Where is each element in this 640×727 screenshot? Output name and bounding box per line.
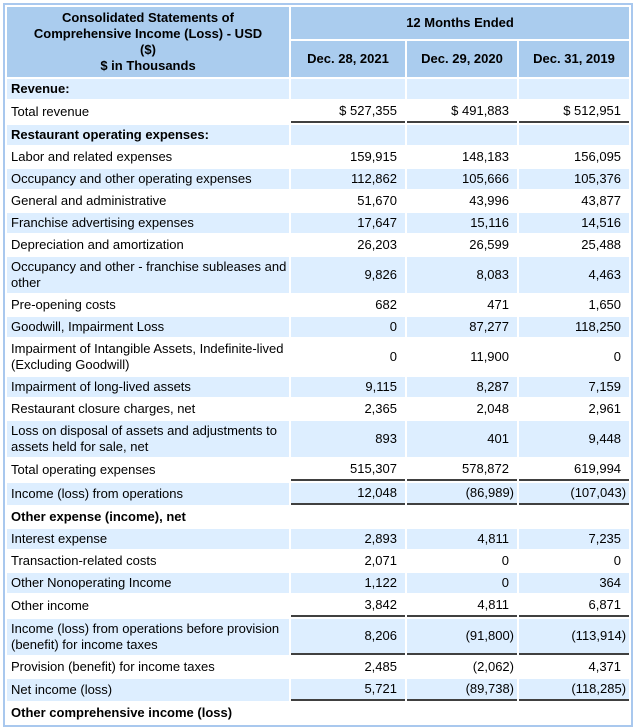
cell-value: (89,738) (407, 679, 517, 701)
cell-value: 4,811 (407, 529, 517, 549)
cell-value: 8,287 (407, 377, 517, 397)
section-row (7, 79, 629, 99)
row-label: Goodwill, Impairment Loss (7, 317, 289, 337)
cell-value: 8,206 (291, 619, 405, 655)
table-row (7, 101, 629, 123)
cell-value: 7,235 (519, 529, 629, 549)
row-label: Restaurant closure charges, net (7, 399, 289, 419)
table-row (7, 169, 629, 189)
cell-value: 43,996 (407, 191, 517, 211)
cell-value (519, 125, 629, 145)
cell-value: 26,203 (291, 235, 405, 255)
row-label: Other comprehensive income (loss) (7, 703, 289, 723)
column-header-2021: Dec. 28, 2021 (291, 41, 405, 77)
table-row (7, 421, 629, 457)
statement-title (7, 7, 289, 77)
cell-value: 2,961 (519, 399, 629, 419)
row-label: Revenue: (7, 79, 289, 99)
cell-value: 0 (407, 573, 517, 593)
cell-value (291, 703, 405, 723)
column-header-2019: Dec. 31, 2019 (519, 41, 629, 77)
cell-value: 15,116 (407, 213, 517, 233)
cell-value: 6,871 (519, 595, 629, 617)
row-label: Restaurant operating expenses: (7, 125, 289, 145)
title-line-3: ($) (140, 42, 156, 57)
cell-value: 0 (519, 551, 629, 571)
cell-value: 0 (407, 551, 517, 571)
cell-value: 2,893 (291, 529, 405, 549)
cell-value: (91,800) (407, 619, 517, 655)
table-row (7, 679, 629, 701)
cell-value (519, 703, 629, 723)
table-header (7, 7, 629, 77)
cell-value: 0 (291, 317, 405, 337)
cell-value: 682 (291, 295, 405, 315)
table-row (7, 339, 629, 375)
table-row (7, 529, 629, 549)
cell-value: 9,115 (291, 377, 405, 397)
cell-value: (107,043) (519, 483, 629, 505)
table-row (7, 619, 629, 655)
cell-value: 17,647 (291, 213, 405, 233)
cell-value: 12,048 (291, 483, 405, 505)
row-label: Provision (benefit) for income taxes (7, 657, 289, 677)
cell-value (519, 507, 629, 527)
table-row (7, 191, 629, 211)
table-row (7, 483, 629, 505)
row-label: Transaction-related costs (7, 551, 289, 571)
row-label: Other expense (income), net (7, 507, 289, 527)
section-row (7, 507, 629, 527)
cell-value: (86,989) (407, 483, 517, 505)
cell-value: 118,250 (519, 317, 629, 337)
row-label: Occupancy and other operating expenses (7, 169, 289, 189)
row-label: Net income (loss) (7, 679, 289, 701)
cell-value: 471 (407, 295, 517, 315)
cell-value: (118,285) (519, 679, 629, 701)
cell-value (407, 125, 517, 145)
cell-value (291, 125, 405, 145)
table-row (7, 295, 629, 315)
cell-value: 2,485 (291, 657, 405, 677)
row-label: Occupancy and other - franchise subleases and other (7, 257, 289, 293)
cell-value: 2,071 (291, 551, 405, 571)
row-label: Depreciation and amortization (7, 235, 289, 255)
cell-value: 156,095 (519, 147, 629, 167)
cell-value: 4,371 (519, 657, 629, 677)
row-label: Income (loss) from operations (7, 483, 289, 505)
cell-value: 3,842 (291, 595, 405, 617)
row-label: Pre-opening costs (7, 295, 289, 315)
cell-value: 2,365 (291, 399, 405, 419)
row-label: Other income (7, 595, 289, 617)
cell-value: 1,122 (291, 573, 405, 593)
cell-value: 1,650 (519, 295, 629, 315)
table-row (7, 399, 629, 419)
cell-value (407, 703, 517, 723)
cell-value: 364 (519, 573, 629, 593)
cell-value: 14,516 (519, 213, 629, 233)
row-label: Impairment of long-lived assets (7, 377, 289, 397)
cell-value: 893 (291, 421, 405, 457)
section-row (7, 125, 629, 145)
table-row (7, 657, 629, 677)
title-line-2: Comprehensive Income (Loss) - USD (33, 26, 263, 41)
table-body (7, 79, 629, 723)
cell-value: 2,048 (407, 399, 517, 419)
cell-value: 148,183 (407, 147, 517, 167)
table-row (7, 147, 629, 167)
cell-value: 578,872 (407, 459, 517, 481)
cell-value: 9,448 (519, 421, 629, 457)
cell-value: 87,277 (407, 317, 517, 337)
table-row (7, 595, 629, 617)
cell-value: 401 (407, 421, 517, 457)
cell-value: 4,811 (407, 595, 517, 617)
row-label: Total operating expenses (7, 459, 289, 481)
table-row (7, 551, 629, 571)
row-label: Income (loss) from operations before provision (benefit) for income taxes (7, 619, 289, 655)
cell-value: 105,666 (407, 169, 517, 189)
cell-value: 619,994 (519, 459, 629, 481)
table-row (7, 213, 629, 233)
row-label: Other Nonoperating Income (7, 573, 289, 593)
cell-value: 7,159 (519, 377, 629, 397)
table-row (7, 257, 629, 293)
row-label: Total revenue (7, 101, 289, 123)
row-label: General and administrative (7, 191, 289, 211)
cell-value: $ 512,951 (519, 101, 629, 123)
cell-value: 11,900 (407, 339, 517, 375)
cell-value: 4,463 (519, 257, 629, 293)
cell-value: 5,721 (291, 679, 405, 701)
cell-value: 515,307 (291, 459, 405, 481)
table-row (7, 235, 629, 255)
cell-value: 9,826 (291, 257, 405, 293)
cell-value: 26,599 (407, 235, 517, 255)
title-line-1: Consolidated Statements of (62, 10, 234, 25)
cell-value (407, 79, 517, 99)
row-label: Franchise advertising expenses (7, 213, 289, 233)
financial-statement-table (3, 3, 633, 727)
section-row (7, 703, 629, 723)
table-row (7, 459, 629, 481)
cell-value: (113,914) (519, 619, 629, 655)
row-label: Impairment of Intangible Assets, Indefinite-lived (Excluding Goodwill) (7, 339, 289, 375)
period-header: 12 Months Ended (291, 7, 629, 39)
cell-value: 0 (519, 339, 629, 375)
cell-value: 112,862 (291, 169, 405, 189)
cell-value (291, 507, 405, 527)
cell-value: 8,083 (407, 257, 517, 293)
cell-value (291, 79, 405, 99)
cell-value: 159,915 (291, 147, 405, 167)
row-label: Loss on disposal of assets and adjustments to assets held for sale, net (7, 421, 289, 457)
row-label: Labor and related expenses (7, 147, 289, 167)
cell-value: 51,670 (291, 191, 405, 211)
table-row (7, 317, 629, 337)
cell-value (407, 507, 517, 527)
cell-value: 43,877 (519, 191, 629, 211)
table-row (7, 377, 629, 397)
cell-value: 0 (291, 339, 405, 375)
row-label: Interest expense (7, 529, 289, 549)
cell-value: 25,488 (519, 235, 629, 255)
table-row (7, 573, 629, 593)
title-line-4: $ in Thousands (100, 58, 196, 73)
cell-value: $ 491,883 (407, 101, 517, 123)
cell-value: (2,062) (407, 657, 517, 677)
column-header-2020: Dec. 29, 2020 (407, 41, 517, 77)
cell-value: 105,376 (519, 169, 629, 189)
cell-value (519, 79, 629, 99)
cell-value: $ 527,355 (291, 101, 405, 123)
